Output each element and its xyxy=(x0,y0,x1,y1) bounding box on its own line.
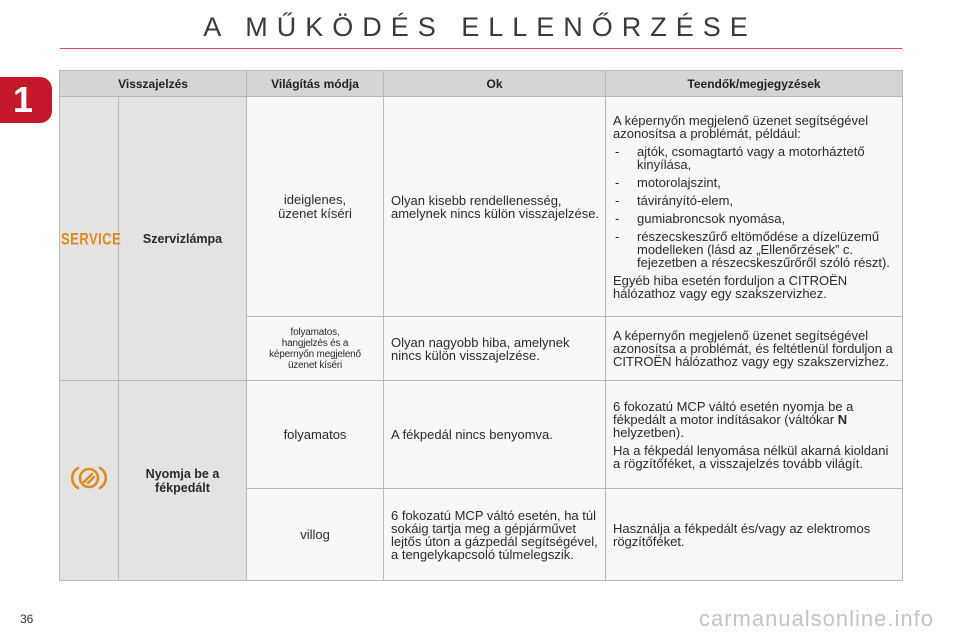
page-title: A MŰKÖDÉS ELLENŐRZÉSE xyxy=(203,12,757,42)
notes-cell xyxy=(606,489,903,581)
list-item: - gumiabroncsok nyomása, xyxy=(613,212,894,225)
cause-text: Olyan kisebb rendellenesség, amelynek nincs külön visszajelzése. xyxy=(384,97,606,317)
table-row xyxy=(60,381,903,489)
notes-text: Ha a fékpedál lenyomása nélkül akarná kioldani a rögzítőféket, a visszajelzés tovább világít. xyxy=(613,442,889,471)
service-icon-cell xyxy=(60,97,122,381)
list-item: - ajtók, csomagtartó vagy a motorháztető kinyílása, xyxy=(613,145,894,171)
notes-cell xyxy=(606,317,903,381)
list-item: - távirányító-elem, xyxy=(613,194,894,207)
indicator-name: Szervizlámpa xyxy=(119,97,247,381)
header-notes: Teendők/megjegyzések xyxy=(606,71,903,97)
notes-cell xyxy=(606,97,903,317)
notes-list xyxy=(613,145,894,269)
brake-icon-cell xyxy=(60,381,119,581)
cause-text: A fékpedál nincs benyomva. xyxy=(384,381,606,489)
table-row xyxy=(60,97,903,317)
list-item: - részecskeszűrő eltömődése a dízelüzemű modelleken (lásd az „Ellenőrzések” c. fejezetben a részecskeszűrőről szóló részt). xyxy=(613,230,894,269)
table-header-row xyxy=(60,71,903,97)
page-number: 36 xyxy=(20,612,34,626)
notes-text: A képernyőn megjelenő üzenet segítségével azonosítsa a problémát, és feltétlenül forduljon a CITROËN hálózathoz vagy egy szakszervizhez. xyxy=(613,328,893,369)
warning-lights-table xyxy=(59,70,903,581)
indicator-name: Nyomja be a fékpedált xyxy=(119,381,247,581)
service-icon: SERVICE xyxy=(61,228,122,248)
lighting-mode: villog xyxy=(247,489,384,581)
notes-intro: A képernyőn megjelenő üzenet segítségével azonosítsa a problémát, például: xyxy=(613,112,869,141)
brake-pedal-icon xyxy=(71,464,107,492)
notes-text-part: helyzetben). xyxy=(613,424,684,440)
notes-text-part: 6 fokozatú MCP váltó esetén nyomja be a fékpedált a motor indításakor (váltókar xyxy=(613,398,854,427)
header-indicator: Visszajelzés xyxy=(60,71,247,97)
cause-text: 6 fokozatú MCP váltó esetén, ha túl sokáig tartja meg a gépjárművet lejtős úton a gázpedál segítségével, a tengelykapcsoló túlmelegszik. xyxy=(384,489,606,581)
header-cause: Ok xyxy=(384,71,606,97)
watermark: carmanualsonline.info xyxy=(698,606,934,631)
notes-text xyxy=(613,400,894,439)
list-item: - motorolajszint, xyxy=(613,176,894,189)
notes-text: Használja a fékpedált és/vagy az elektromos rögzítőféket. xyxy=(613,520,871,549)
lighting-mode: folyamatos xyxy=(247,381,384,489)
notes-outro: Egyéb hiba esetén forduljon a CITROËN hálózathoz vagy egy szakszervizhez. xyxy=(613,272,848,301)
notes-cell xyxy=(606,381,903,489)
gear-position-label: N xyxy=(837,411,848,427)
chapter-tab: 1 xyxy=(0,77,52,123)
cause-text: Olyan nagyobb hiba, amelynek nincs külön visszajelzése. xyxy=(384,317,606,381)
title-divider xyxy=(60,48,902,49)
lighting-mode: folyamatos, hangjelzés és a képernyőn megjelenő üzenet kíséri xyxy=(247,317,384,381)
header-mode: Világítás módja xyxy=(247,71,384,97)
lighting-mode: ideiglenes, üzenet kíséri xyxy=(247,97,384,317)
